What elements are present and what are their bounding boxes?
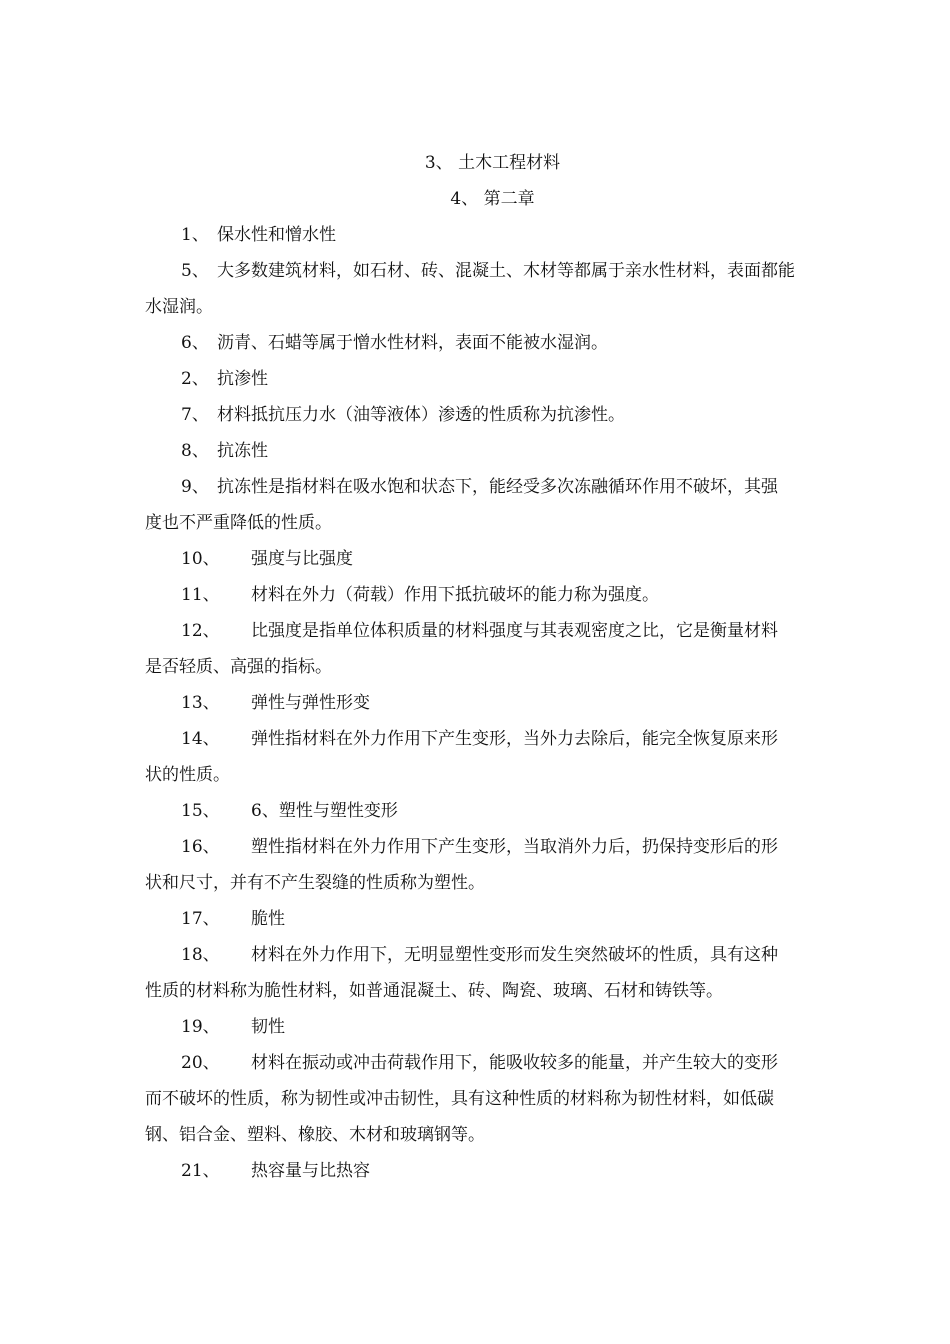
list-item: 11、 材料在外力（荷载）作用下抵抗破坏的能力称为强度。 [181,585,659,605]
list-item: 8、 抗冻性 [181,441,268,461]
list-item: 12、 比强度是指单位体积质量的材料强度与其表观密度之比，它是衡量材料 [181,621,778,641]
list-item: 20、 材料在振动或冲击荷载作用下，能吸收较多的能量，并产生较大的变形 [181,1053,778,1073]
list-item-continuation: 是否轻质、高强的指标。 [145,657,332,677]
list-item-continuation: 而不破坏的性质，称为韧性或冲击韧性，具有这种性质的材料称为韧性材料，如低碳 [145,1089,774,1109]
list-item: 18、 材料在外力作用下，无明显塑性变形而发生突然破坏的性质，具有这种 [181,945,778,965]
list-item: 10、 强度与比强度 [181,549,353,569]
heading-2: 4、 第二章 [450,189,535,209]
list-item: 15、 6、塑性与塑性变形 [181,801,398,821]
list-item: 2、 抗渗性 [181,369,268,389]
list-item-continuation: 状的性质。 [145,765,230,785]
list-item: 14、 弹性指材料在外力作用下产生变形，当外力去除后，能完全恢复原来形 [181,729,778,749]
list-item-continuation: 状和尺寸，并有不产生裂缝的性质称为塑性。 [145,873,485,893]
list-item-continuation: 水湿润。 [145,297,213,317]
list-item-continuation: 性质的材料称为脆性材料，如普通混凝土、砖、陶瓷、玻璃、石材和铸铁等。 [145,981,723,1001]
list-item: 5、 大多数建筑材料，如石材、砖、混凝土、木材等都属于亲水性材料，表面都能 [181,261,795,281]
list-item: 19、 韧性 [181,1017,285,1037]
heading-1: 3、 土木工程材料 [424,153,561,173]
list-item: 6、 沥青、石蜡等属于憎水性材料，表面不能被水湿润。 [181,333,608,353]
list-item: 9、 抗冻性是指材料在吸水饱和状态下，能经受多次冻融循环作用不破坏，其强 [181,477,778,497]
list-item-continuation: 度也不严重降低的性质。 [145,513,332,533]
list-item: 1、 保水性和憎水性 [181,225,336,245]
list-item: 7、 材料抵抗压力水（油等液体）渗透的性质称为抗渗性。 [181,405,625,425]
list-item: 13、 弹性与弹性形变 [181,693,370,713]
list-item: 16、 塑性指材料在外力作用下产生变形，当取消外力后，扔保持变形后的形 [181,837,778,857]
list-item-continuation: 钢、铝合金、塑料、橡胶、木材和玻璃钢等。 [145,1125,485,1145]
list-item: 21、 热容量与比热容 [181,1161,370,1181]
document-page [145,145,840,1189]
list-item: 17、 脆性 [181,909,285,929]
